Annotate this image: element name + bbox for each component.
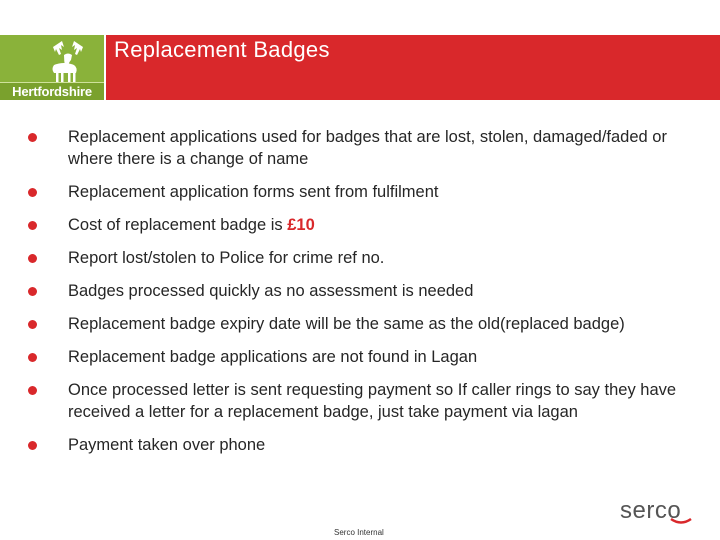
bullet-dot-icon xyxy=(28,320,37,329)
bullet-dot-icon xyxy=(28,133,37,142)
price-highlight: £10 xyxy=(287,216,315,234)
bullet-text: Report lost/stolen to Police for crime ref no. xyxy=(68,249,385,267)
serco-logo-text: serco xyxy=(620,497,682,524)
bullet-dot-icon xyxy=(28,441,37,450)
bullet-item xyxy=(28,379,708,423)
stag-icon xyxy=(0,35,104,83)
bullet-item xyxy=(28,346,708,368)
hertfordshire-logo xyxy=(0,35,104,100)
bullet-text: Payment taken over phone xyxy=(68,436,266,454)
bullet-text: Badges processed quickly as no assessment is needed xyxy=(68,282,474,300)
footer-classification: Serco Internal xyxy=(334,528,384,537)
bullet-dot-icon xyxy=(28,188,37,197)
bullet-text: Replacement application forms sent from fulfilment xyxy=(68,183,439,201)
bullet-text: Replacement applications used for badges that are lost, stolen, damaged/faded or where there is a change of name xyxy=(68,128,667,168)
bullet-item xyxy=(28,126,708,170)
bullet-dot-icon xyxy=(28,386,37,395)
bullet-item xyxy=(28,434,708,456)
slide-title: Replacement Badges xyxy=(114,37,330,62)
bullet-item xyxy=(28,214,708,236)
bullet-dot-icon xyxy=(28,353,37,362)
bullet-list xyxy=(28,126,708,467)
bullet-item xyxy=(28,181,708,203)
title-bar xyxy=(106,35,720,100)
bullet-text: Once processed letter is sent requesting payment so If caller rings to say they have received a letter for a replacement badge, just take payment via lagan xyxy=(68,381,677,421)
logo-text: Hertfordshire xyxy=(0,82,104,100)
bullet-item xyxy=(28,313,708,335)
serco-swoosh-icon xyxy=(670,517,692,525)
bullet-dot-icon xyxy=(28,287,37,296)
bullet-dot-icon xyxy=(28,254,37,263)
serco-logo xyxy=(620,498,700,530)
bullet-item xyxy=(28,280,708,302)
bullet-text: Replacement badge expiry date will be the same as the old(replaced badge) xyxy=(68,315,625,333)
slide-header xyxy=(0,35,720,100)
bullet-text: Cost of replacement badge is xyxy=(68,216,288,234)
bullet-dot-icon xyxy=(28,221,37,230)
bullet-text: Replacement badge applications are not found in Lagan xyxy=(68,348,478,366)
bullet-item xyxy=(28,247,708,269)
